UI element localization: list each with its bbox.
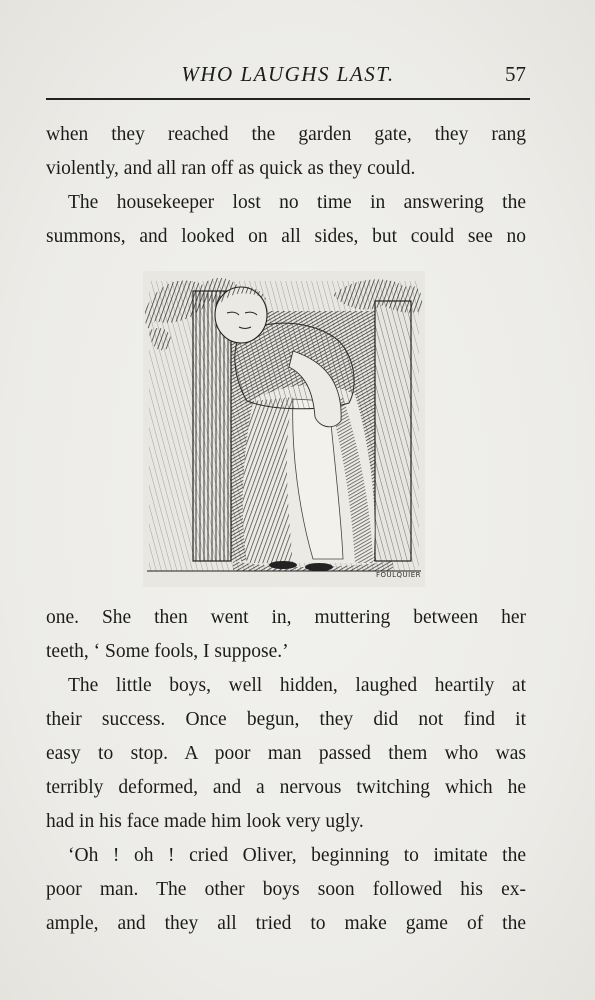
text-line: teeth, ‘ Some fools, I suppose.’ [46,641,289,662]
illustration-engraving [143,271,425,587]
paragraph [46,669,526,839]
text-line: one. She then went in, muttering between her [46,607,526,628]
paragraph [46,601,526,669]
text-line: easy to stop. A poor man passed them who was [46,743,526,764]
page-header [46,60,530,94]
text-line: ample, and they all tried to make game of the [46,913,526,934]
text-line: The housekeeper lost no time in answering the [68,192,526,213]
page-number: 57 [505,62,526,86]
text-line: ‘Oh ! oh ! cried Oliver, beginning to imitate the [68,845,526,866]
text-block-top [46,118,526,254]
running-title: WHO LAUGHS LAST. [181,62,395,86]
text-line: summons, and looked on all sides, but could see no [46,226,526,247]
text-line: violently, and all ran off as quick as they could. [46,158,416,179]
text-line: poor man. The other boys soon followed his ex- [46,879,526,900]
text-line: The little boys, well hidden, laughed heartily at [68,675,526,696]
text-line: when they reached the garden gate, they rang [46,124,526,145]
paragraph [46,186,526,254]
engraver-signature: FOULQUIER [375,571,421,579]
paragraph [46,118,526,186]
engraving-image [143,271,425,587]
text-line: their success. Once begun, they did not find it [46,709,526,730]
text-line: terribly deformed, and a nervous twitching which he [46,777,526,798]
text-block-bottom [46,601,526,941]
paragraph [46,839,526,941]
text-line: had in his face made him look very ugly. [46,811,364,832]
header-rule [46,98,530,100]
